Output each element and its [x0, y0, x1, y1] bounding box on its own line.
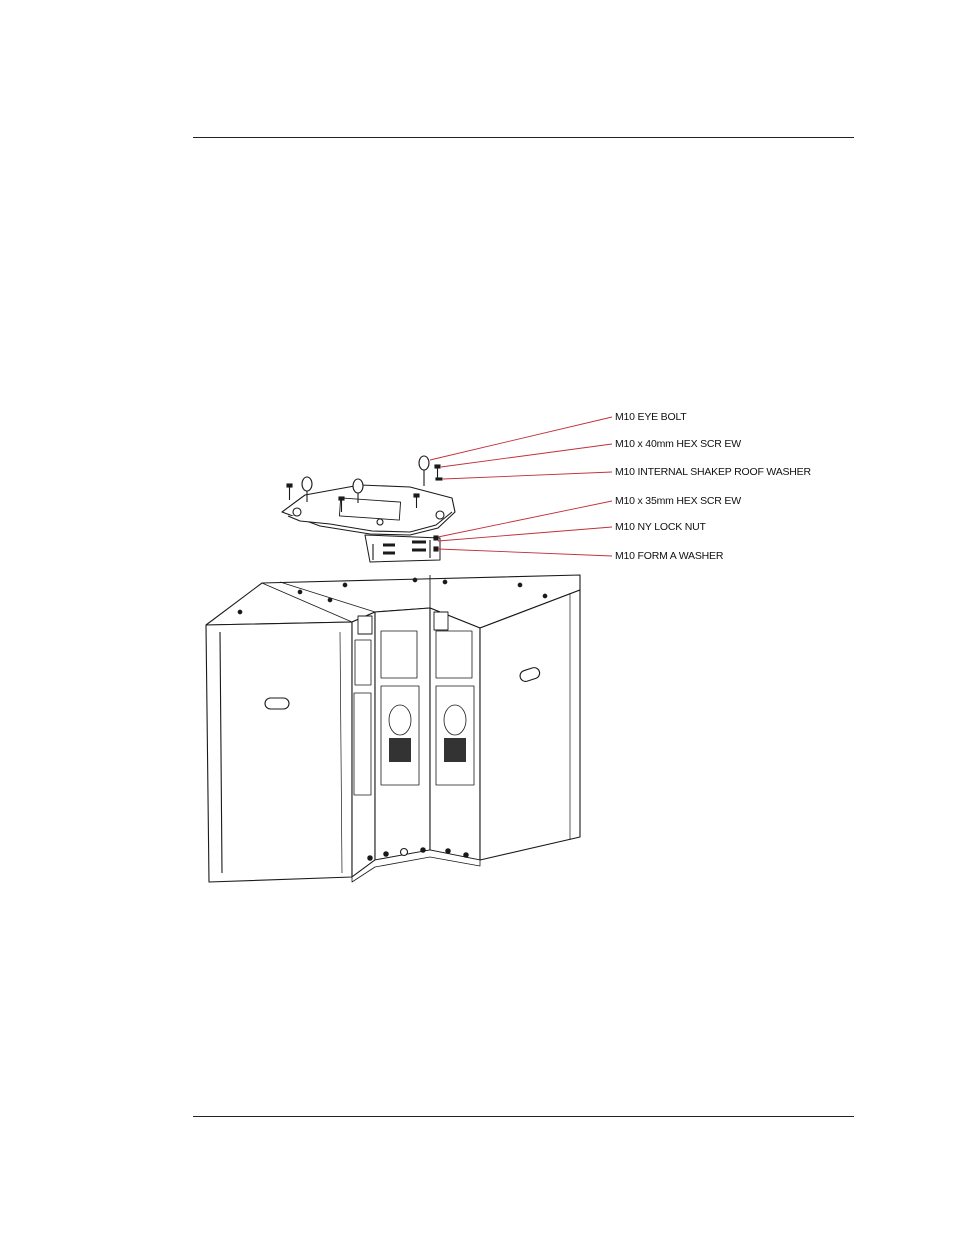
left-handle	[265, 698, 289, 709]
leader-washer	[443, 472, 612, 479]
speaker-array	[206, 575, 580, 882]
leader-40mm-screw	[441, 444, 612, 467]
rigging-plate	[282, 485, 455, 562]
eye-bolt-left	[302, 477, 312, 491]
callout-40mm-hex-screw: M10 x 40mm HEX SCR EW	[615, 438, 741, 450]
left-cabinet-side	[206, 622, 352, 882]
eye-bolt-right	[419, 456, 429, 470]
leader-eye-bolt	[430, 417, 612, 460]
leader-35mm-screw	[438, 501, 612, 537]
callout-internal-washer: M10 INTERNAL SHAKEP ROOF WASHER	[615, 466, 811, 478]
leader-lines	[430, 417, 612, 556]
callout-35mm-hex-screw: M10 x 35mm HEX SCR EW	[615, 495, 741, 507]
callout-form-a-washer: M10 FORM A WASHER	[615, 550, 724, 562]
leader-lock-nut	[438, 527, 612, 541]
eye-bolt-center	[353, 479, 363, 493]
right-cabinet-side	[480, 590, 580, 860]
right-horn-panel	[436, 686, 474, 785]
callout-lock-nut: M10 NY LOCK NUT	[615, 521, 706, 533]
left-horn-panel	[381, 686, 419, 785]
callout-eye-bolt: M10 EYE BOLT	[615, 411, 687, 423]
leader-form-a-washer	[438, 549, 612, 556]
